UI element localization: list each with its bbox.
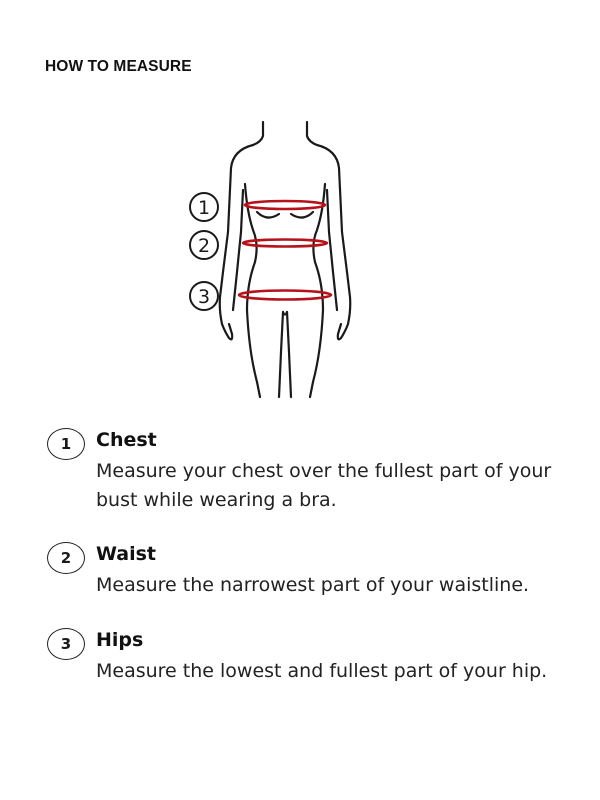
- marker-3: [190, 282, 218, 310]
- inner-leg-left: [279, 312, 283, 397]
- marker-2: [190, 231, 218, 259]
- step-title: Chest: [96, 429, 157, 451]
- crotch-line: [283, 312, 287, 315]
- bust-left: [257, 212, 279, 218]
- chest-measure-line: [245, 201, 325, 209]
- step-number-badge: 1: [47, 428, 85, 460]
- marker-1: [190, 193, 218, 221]
- page-title: HOW TO MEASURE: [45, 58, 192, 75]
- step-description: Measure the narrowest part of your waistline.: [96, 574, 530, 596]
- bust-right: [291, 212, 313, 218]
- step-title: Hips: [96, 629, 144, 651]
- step-title: Waist: [96, 543, 157, 565]
- step-number-badge: 3: [47, 628, 85, 660]
- body-measurement-illustration: [175, 112, 375, 407]
- left-inner-arm: [233, 190, 243, 310]
- neck-right-outline: [307, 122, 317, 145]
- neck-left-outline: [253, 122, 263, 145]
- inner-leg-right: [287, 312, 291, 397]
- step-description: Measure the lowest and fullest part of your hip.: [96, 660, 548, 682]
- step-number-badge: 2: [47, 542, 85, 574]
- marker-3-number: 3: [197, 286, 211, 308]
- marker-2-number: 2: [197, 235, 211, 257]
- right-inner-arm: [327, 190, 337, 310]
- step-description: Measure your chest over the fullest part of your bust while wearing a bra.: [96, 460, 552, 511]
- marker-1-number: 1: [197, 197, 211, 219]
- hip-measure-line: [239, 291, 331, 300]
